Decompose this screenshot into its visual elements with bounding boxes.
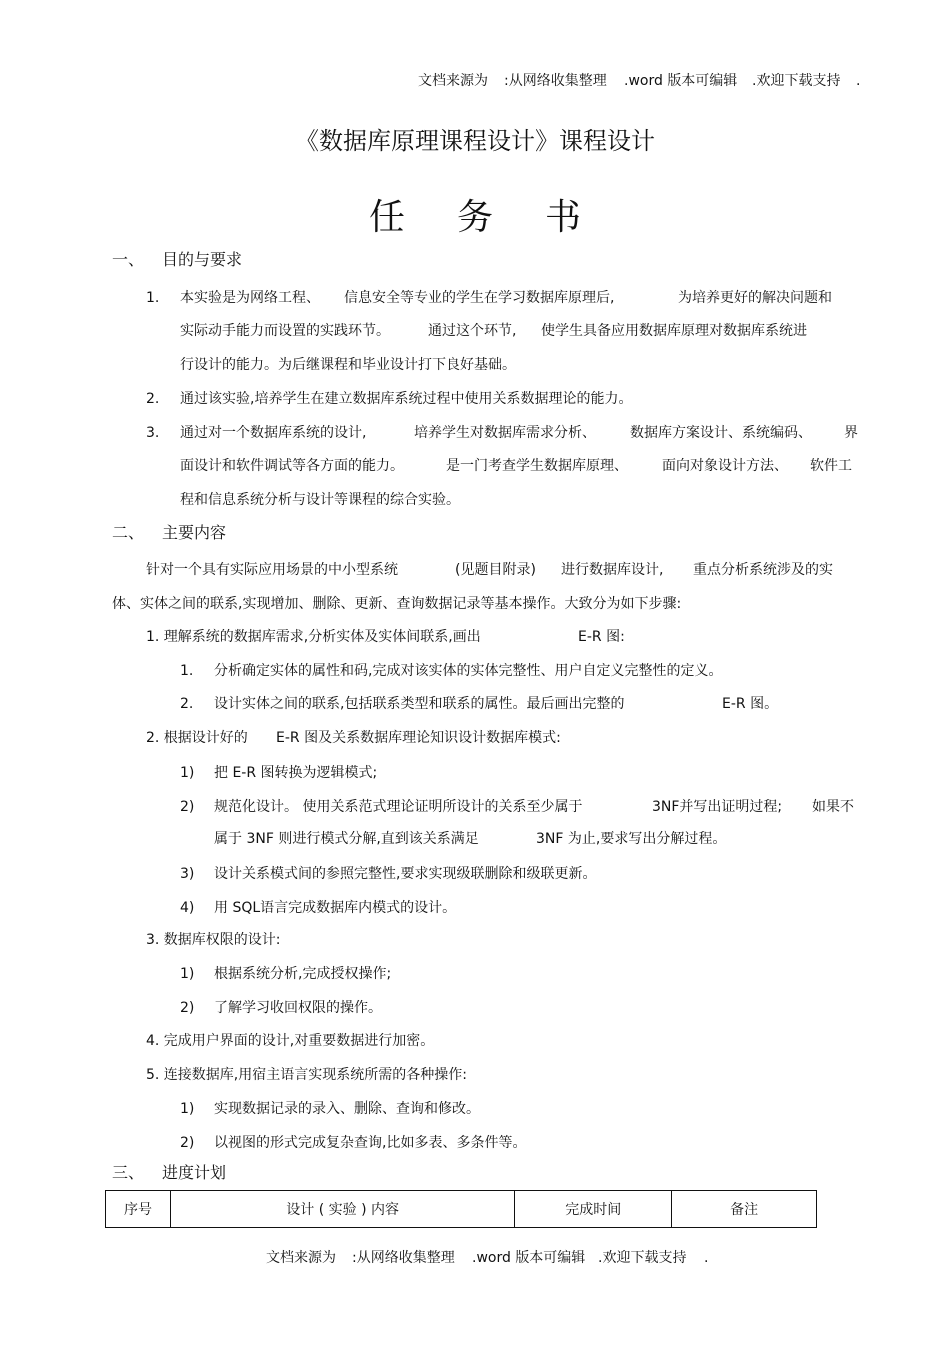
s2-step1a: 1. 理解系统的数据库需求,分析实体及实体间联系,画出 — [146, 629, 481, 645]
s1-item3-number: 3. — [146, 425, 160, 441]
s1-item3-line3: 程和信息系统分析与设计等课程的综合实验。 — [180, 492, 460, 508]
s1-item3-line2b: 是一门考查学生数据库原理、 — [446, 458, 628, 474]
section-1-title: 目的与要求 — [162, 250, 243, 269]
s1-item3-line2c: 面向对象设计方法、 — [662, 458, 788, 474]
s1-item2-number: 2. — [146, 391, 160, 407]
s2-step5-1-number: 1) — [180, 1101, 195, 1117]
s1-item3-line1c: 数据库方案设计、系统编码、 — [630, 425, 812, 441]
s2-step1-2a: 设计实体之间的联系,包括联系类型和联系的属性。最后画出完整的 — [214, 696, 625, 712]
s2-step4: 4. 完成用户界面的设计,对重要数据进行加密。 — [146, 1033, 435, 1049]
s2-para-line2: 体、实体之间的联系,实现增加、删除、更新、查询数据记录等基本操作。大致分为如下步骤: — [112, 596, 682, 612]
s2-para-line1a: 针对一个具有实际应用场景的中小型系统 — [146, 562, 398, 578]
footer-word: .word 版本可编辑 — [472, 1250, 586, 1266]
s2-step1-2b: E-R 图。 — [722, 696, 779, 712]
footer-source: 文档来源为 — [266, 1250, 336, 1266]
task-book-char-2: 务 — [456, 197, 493, 238]
s2-step2-2d: 属于 3NF 则进行模式分解,直到该关系满足 — [214, 831, 479, 847]
s1-item1-number: 1. — [146, 290, 160, 306]
section-1-number: 一、 — [112, 250, 145, 269]
header-source: 文档来源为 — [418, 73, 488, 89]
s1-item1-line3: 行设计的能力。为后继课程和毕业设计打下良好基础。 — [180, 357, 516, 373]
s2-para-line1d: 重点分析系统涉及的实 — [693, 562, 833, 578]
s2-step2-2a: 规范化设计。 使用关系范式理论证明所设计的关系至少属于 — [214, 799, 583, 815]
s2-step3-2-number: 2) — [180, 1000, 195, 1016]
s2-step2-2e: 3NF 为止,要求写出分解过程。 — [536, 831, 727, 847]
section-2-number: 二、 — [112, 523, 145, 542]
s1-item3-line2a: 面设计和软件调试等各方面的能力。 — [180, 458, 404, 474]
s2-step1-2-number: 2. — [180, 696, 194, 712]
s2-step2-4-number: 4) — [180, 900, 195, 916]
s1-item1-line1a: 本实验是为网络工程、 — [180, 290, 320, 306]
s2-step3-2: 了解学习收回权限的操作。 — [214, 1000, 382, 1016]
s2-step2-2c: 如果不 — [812, 799, 854, 815]
s2-step2-4: 用 SQL语言完成数据库内模式的设计。 — [214, 900, 457, 916]
s2-step2-2b: 3NF并写出证明过程; — [652, 799, 783, 815]
section-3-title: 进度计划 — [162, 1163, 227, 1182]
s1-item1-line2a: 实际动手能力而设置的实践环节。 — [180, 323, 390, 339]
s2-step2-1: 把 E-R 图转换为逻辑模式; — [214, 765, 378, 781]
s2-para-line1b: (见题目附录) — [455, 562, 536, 578]
footer-source-tail: :从网络收集整理 — [352, 1250, 455, 1266]
task-book-title — [0, 196, 950, 240]
s1-item3-line1a: 通过对一个数据库系统的设计, — [180, 425, 367, 441]
s2-step3-1: 根据系统分析,完成授权操作; — [214, 966, 392, 982]
header-word: .word 版本可编辑 — [624, 73, 738, 89]
table-header-cell: 备注 — [672, 1191, 817, 1228]
s2-step2-2-number: 2) — [180, 799, 195, 815]
footer-welcome: .欢迎下载支持 — [598, 1250, 687, 1266]
s2-step2-1-number: 1) — [180, 765, 195, 781]
s1-item3-line1d: 界 — [844, 425, 858, 441]
s2-step2-3: 设计关系模式间的参照完整性,要求实现级联删除和级联更新。 — [214, 866, 597, 882]
s2-para-line1c: 进行数据库设计, — [561, 562, 664, 578]
s1-item1-line2b: 通过这个环节, — [428, 323, 517, 339]
s2-step2-3-number: 3) — [180, 866, 195, 882]
s1-item2-line1: 通过该实验,培养学生在建立数据库系统过程中使用关系数据理论的能力。 — [180, 391, 633, 407]
s1-item1-line1b: 信息安全等专业的学生在学习数据库原理后, — [344, 290, 615, 306]
s1-item3-line2d: 软件工 — [810, 458, 852, 474]
section-2-title: 主要内容 — [162, 523, 227, 542]
table-header-cell: 序号 — [106, 1191, 171, 1228]
header-source-tail: :从网络收集整理 — [504, 73, 607, 89]
table-header-cell: 设计 ( 实验 ) 内容 — [170, 1191, 514, 1228]
s1-item1-line1c: 为培养更好的解决问题和 — [678, 290, 832, 306]
table-header-cell: 完成时间 — [515, 1191, 672, 1228]
s2-step5-1: 实现数据记录的录入、删除、查询和修改。 — [214, 1101, 480, 1117]
s2-step2a: 2. 根据设计好的 — [146, 730, 248, 746]
section-3-number: 三、 — [112, 1163, 145, 1182]
s2-step1b: E-R 图: — [578, 629, 625, 645]
s2-step5: 5. 连接数据库,用宿主语言实现系统所需的各种操作: — [146, 1067, 467, 1083]
s2-step5-2: 以视图的形式完成复杂查询,比如多表、多条件等。 — [214, 1135, 527, 1151]
task-book-char-3: 书 — [545, 197, 582, 238]
s1-item1-line2c: 使学生具备应用数据库原理对数据库系统进 — [541, 323, 807, 339]
s2-step3: 3. 数据库权限的设计: — [146, 932, 281, 948]
table-header-row — [106, 1191, 817, 1228]
footer-dot: . — [704, 1250, 709, 1266]
s2-step1-1-number: 1. — [180, 663, 194, 679]
s2-step1-1: 分析确定实体的属性和码,完成对该实体的实体完整性、用户自定义完整性的定义。 — [214, 663, 723, 679]
document-title: 《数据库原理课程设计》课程设计 — [295, 127, 655, 155]
s2-step5-2-number: 2) — [180, 1135, 195, 1151]
s1-item3-line1b: 培养学生对数据库需求分析、 — [414, 425, 596, 441]
header-welcome: .欢迎下载支持 — [752, 73, 841, 89]
s2-step2b: E-R 图及关系数据库理论知识设计数据库模式: — [276, 730, 561, 746]
progress-plan-table — [105, 1190, 817, 1228]
header-dot: . — [856, 73, 861, 89]
s2-step3-1-number: 1) — [180, 966, 195, 982]
task-book-char-1: 任 — [368, 197, 405, 238]
